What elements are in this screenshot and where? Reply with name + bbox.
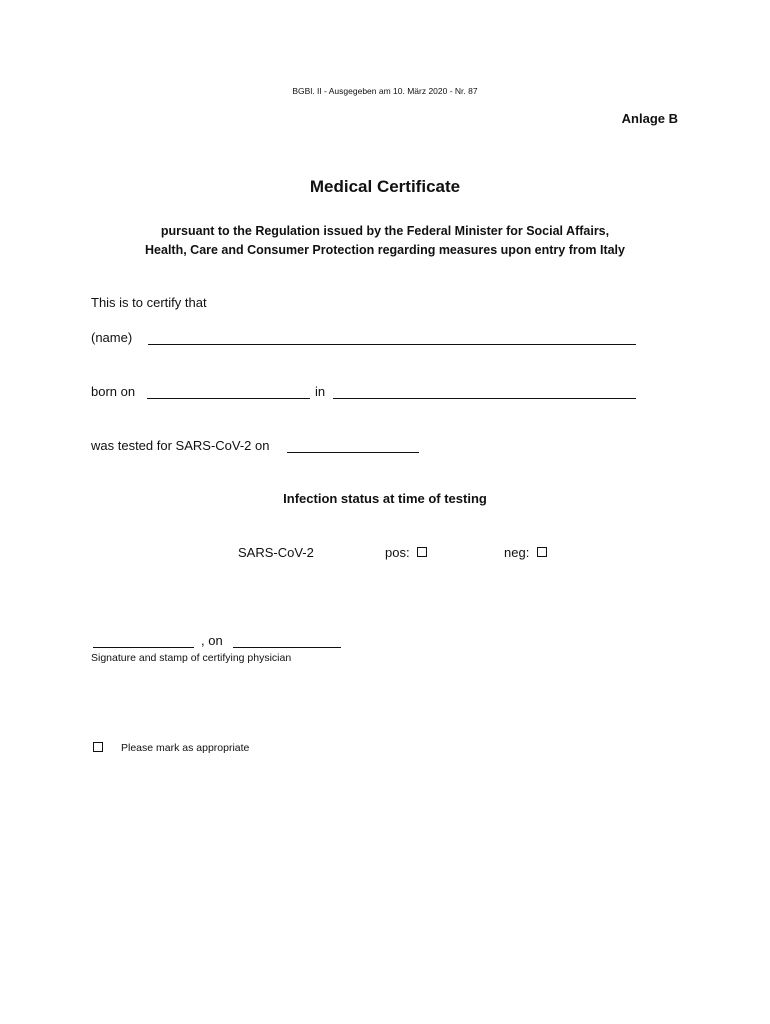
neg-checkbox[interactable] (537, 547, 547, 557)
subtitle-line-2: Health, Care and Consumer Protection regarding measures upon entry from Italy (145, 243, 625, 257)
legend-checkbox-icon (93, 742, 103, 752)
born-on-label: born on (91, 384, 136, 399)
annex-label: Anlage B (621, 111, 678, 126)
neg-label: neg: (504, 545, 530, 560)
signature-on-label: , on (201, 633, 223, 648)
signature-date-field[interactable] (233, 647, 341, 648)
birth-place-field[interactable] (333, 398, 636, 399)
footnote-text: Please mark as appropriate (121, 742, 250, 754)
tested-label: was tested for SARS-CoV-2 on (91, 438, 270, 453)
subtitle-line-1: pursuant to the Regulation issued by the Federal Minister for Social Affairs, (160, 224, 610, 238)
birth-date-field[interactable] (147, 398, 310, 399)
name-label: (name) (91, 330, 133, 345)
test-date-field[interactable] (287, 452, 419, 453)
pos-checkbox[interactable] (417, 547, 427, 557)
name-field[interactable] (148, 344, 636, 345)
virus-label: SARS-CoV-2 (238, 545, 314, 560)
infection-status-heading: Infection status at time of testing (283, 491, 487, 506)
signature-caption: Signature and stamp of certifying physician (91, 652, 292, 664)
intro-text: This is to certify that (91, 295, 207, 310)
gazette-reference: BGBl. II - Ausgegeben am 10. März 2020 - Nr. 87 (292, 86, 478, 96)
signature-field[interactable] (93, 647, 194, 648)
birth-place-label: in (315, 384, 326, 399)
document-title: Medical Certificate (309, 177, 461, 196)
pos-label: pos: (385, 545, 410, 560)
